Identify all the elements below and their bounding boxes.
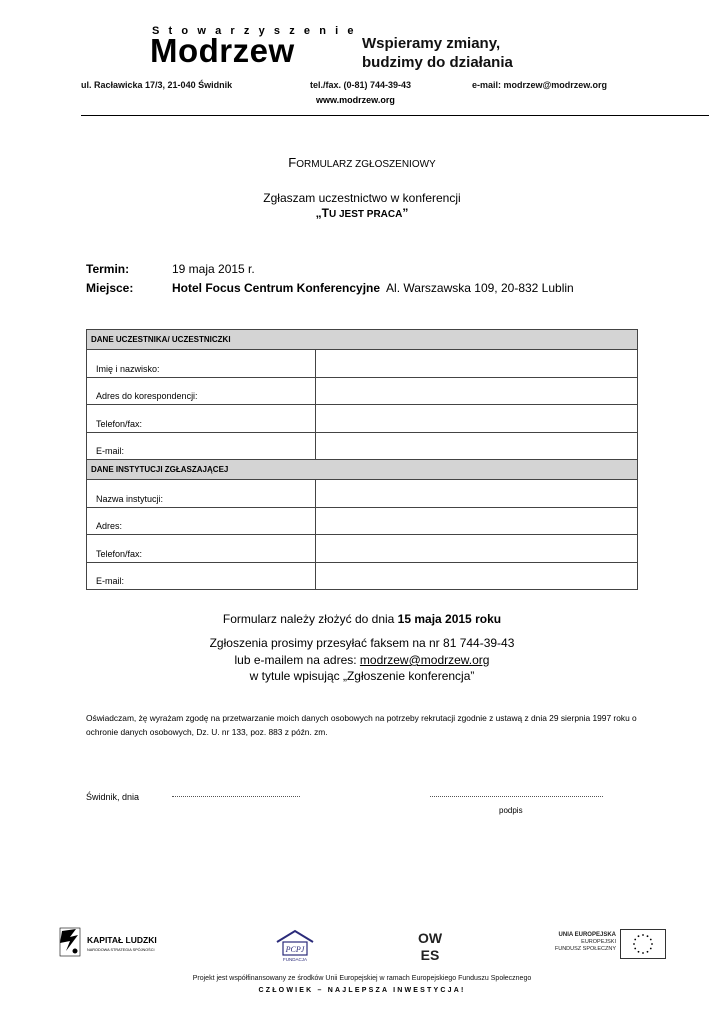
eu-star	[638, 935, 640, 937]
conference-name-rest: U JEST PRACA	[328, 209, 403, 220]
institution-address-label: Adres:	[87, 507, 316, 535]
signature-label: podpis	[499, 806, 523, 815]
institution-name-label: Nazwa instytucji:	[87, 480, 316, 508]
table-row	[87, 432, 638, 460]
organization-name: Modrzew	[150, 32, 295, 69]
pcpj-sub: FUNDACJA	[282, 957, 308, 962]
header-email: e-mail: modrzew@modrzew.org	[472, 80, 607, 90]
institution-email-label: E-mail:	[87, 562, 316, 590]
slogan-line-2: budzimy do działania	[362, 54, 513, 71]
eu-flag-icon	[620, 929, 666, 959]
owes-top: OW	[417, 930, 443, 946]
institution-email-field[interactable]	[316, 562, 638, 590]
participant-name-field[interactable]	[316, 350, 638, 378]
submission-line-2	[0, 653, 724, 667]
participant-address-label: Adres do korespondencji:	[87, 377, 316, 405]
intro-text: Zgłaszam uczestnictwo w konferencji	[263, 191, 461, 205]
owes-bottom: ES	[420, 947, 440, 963]
table-row	[87, 405, 638, 433]
table-row	[87, 377, 638, 405]
association-label: Stowarzyszenie	[152, 25, 363, 37]
institution-section-header: DANE INSTYTUCJI ZGŁASZAJĄCEJ	[87, 460, 638, 480]
date-value: 19 maja 2015 r.	[172, 262, 255, 276]
pcpj-foundation-logo	[275, 928, 315, 964]
eu-line-1: UNIA EUROPEJSKA	[558, 932, 616, 938]
eu-star	[650, 939, 652, 941]
eu-star	[650, 948, 652, 950]
footer-slogan: CZŁOWIEK – NAJLEPSZA INWESTYCJA!	[258, 987, 466, 994]
eu-line-2: EUROPEJSKI	[581, 939, 616, 945]
consent-text: Oświadczam, żę wyrażam zgodę na przetwarzanie moich danych osobowych na potrzeby rekrutacji zgodnie z ustawą z dnia 29 sierpnia 1997 roku o ochronie danych osobowych, Dz. U. nr 133, poz. 883 z późn. zm.	[86, 713, 637, 737]
institution-address-field[interactable]	[316, 507, 638, 535]
table-row	[87, 480, 638, 508]
participant-section-header: DANE UCZESTNIKA/ UCZESTNICZKI	[87, 330, 638, 350]
submission-line-1: Zgłoszenia prosimy przesyłać faksem na nr 81 744-39-43	[209, 636, 515, 650]
eu-star	[647, 951, 649, 953]
header-slogan	[362, 34, 513, 72]
place-label: Miejsce:	[86, 281, 134, 295]
header-address: ul. Racławicka 17/3, 21-040 Świdnik	[81, 80, 233, 90]
institution-section-header-row	[87, 460, 638, 480]
eu-star	[642, 934, 644, 936]
date-dotted-line[interactable]	[172, 796, 300, 797]
conference-name-end: ”	[402, 206, 409, 220]
conference-name-start: „T	[315, 206, 329, 220]
eu-star	[638, 951, 640, 953]
signature-dotted-line[interactable]	[430, 796, 603, 797]
institution-name-field[interactable]	[316, 480, 638, 508]
header-divider	[81, 115, 709, 116]
submission-email-link[interactable]: modrzew@modrzew.org	[359, 653, 490, 667]
table-row	[87, 562, 638, 590]
deadline-text	[0, 612, 724, 626]
eu-star	[634, 939, 636, 941]
participant-phone-label: Telefon/fax:	[87, 405, 316, 433]
eu-star	[634, 948, 636, 950]
deadline-date: 15 maja 2015 roku	[397, 612, 502, 626]
participant-address-field[interactable]	[316, 377, 638, 405]
eu-text-block	[520, 932, 616, 953]
eu-star	[651, 943, 653, 945]
participant-email-field[interactable]	[316, 432, 638, 460]
participant-section-header-row	[87, 330, 638, 350]
eu-star	[633, 943, 635, 945]
owes-logo	[410, 928, 450, 964]
conference-name	[0, 206, 724, 220]
institution-phone-label: Telefon/fax:	[87, 535, 316, 563]
institution-phone-field[interactable]	[316, 535, 638, 563]
place-address: Al. Warszawska 109, 20-832 Lublin	[386, 281, 574, 295]
form-title	[0, 155, 724, 170]
eu-star	[642, 952, 644, 954]
footer-funding-note: Projekt jest współfinansowany ze środków Unii Europejskiej w ramach Europejskiego Funduszu Społecznego	[192, 975, 532, 982]
eu-star	[647, 935, 649, 937]
place-date-label: Świdnik, dnia	[86, 792, 140, 802]
header-website: www.modrzew.org	[316, 95, 395, 105]
slogan-line-1: Wspieramy zmiany,	[362, 35, 501, 52]
submission-line-3: w tytule wpisując „Zgłoszenie konferencja”	[249, 669, 475, 683]
table-row	[87, 507, 638, 535]
form-title-initial: F	[288, 155, 297, 170]
date-label: Termin:	[86, 262, 130, 276]
participant-phone-field[interactable]	[316, 405, 638, 433]
deadline-prefix: Formularz należy złożyć do dnia	[222, 612, 395, 626]
pcpj-label: PCPJ	[285, 945, 305, 954]
header-phone: tel./fax. (0-81) 744-39-43	[310, 80, 412, 90]
form-title-rest: ORMULARZ ZGŁOSZENIOWY	[296, 159, 436, 170]
registration-form-table	[86, 329, 638, 590]
submission-email-prefix: lub e-mailem na adres:	[234, 653, 357, 667]
kl-title: KAPITAŁ LUDZKI	[87, 935, 157, 945]
eu-line-3: FUNDUSZ SPOŁECZNY	[554, 946, 616, 952]
table-row	[87, 535, 638, 563]
participant-email-label: E-mail:	[87, 432, 316, 460]
place-value	[172, 281, 574, 295]
kapital-ludzki-logo	[56, 925, 176, 959]
place-venue: Hotel Focus Centrum Konferencyjne	[172, 281, 381, 295]
kl-subtitle: NARODOWA STRATEGIA SPÓJNOŚCI	[87, 948, 155, 952]
participant-name-label: Imię i nazwisko:	[87, 350, 316, 378]
table-row	[87, 350, 638, 378]
